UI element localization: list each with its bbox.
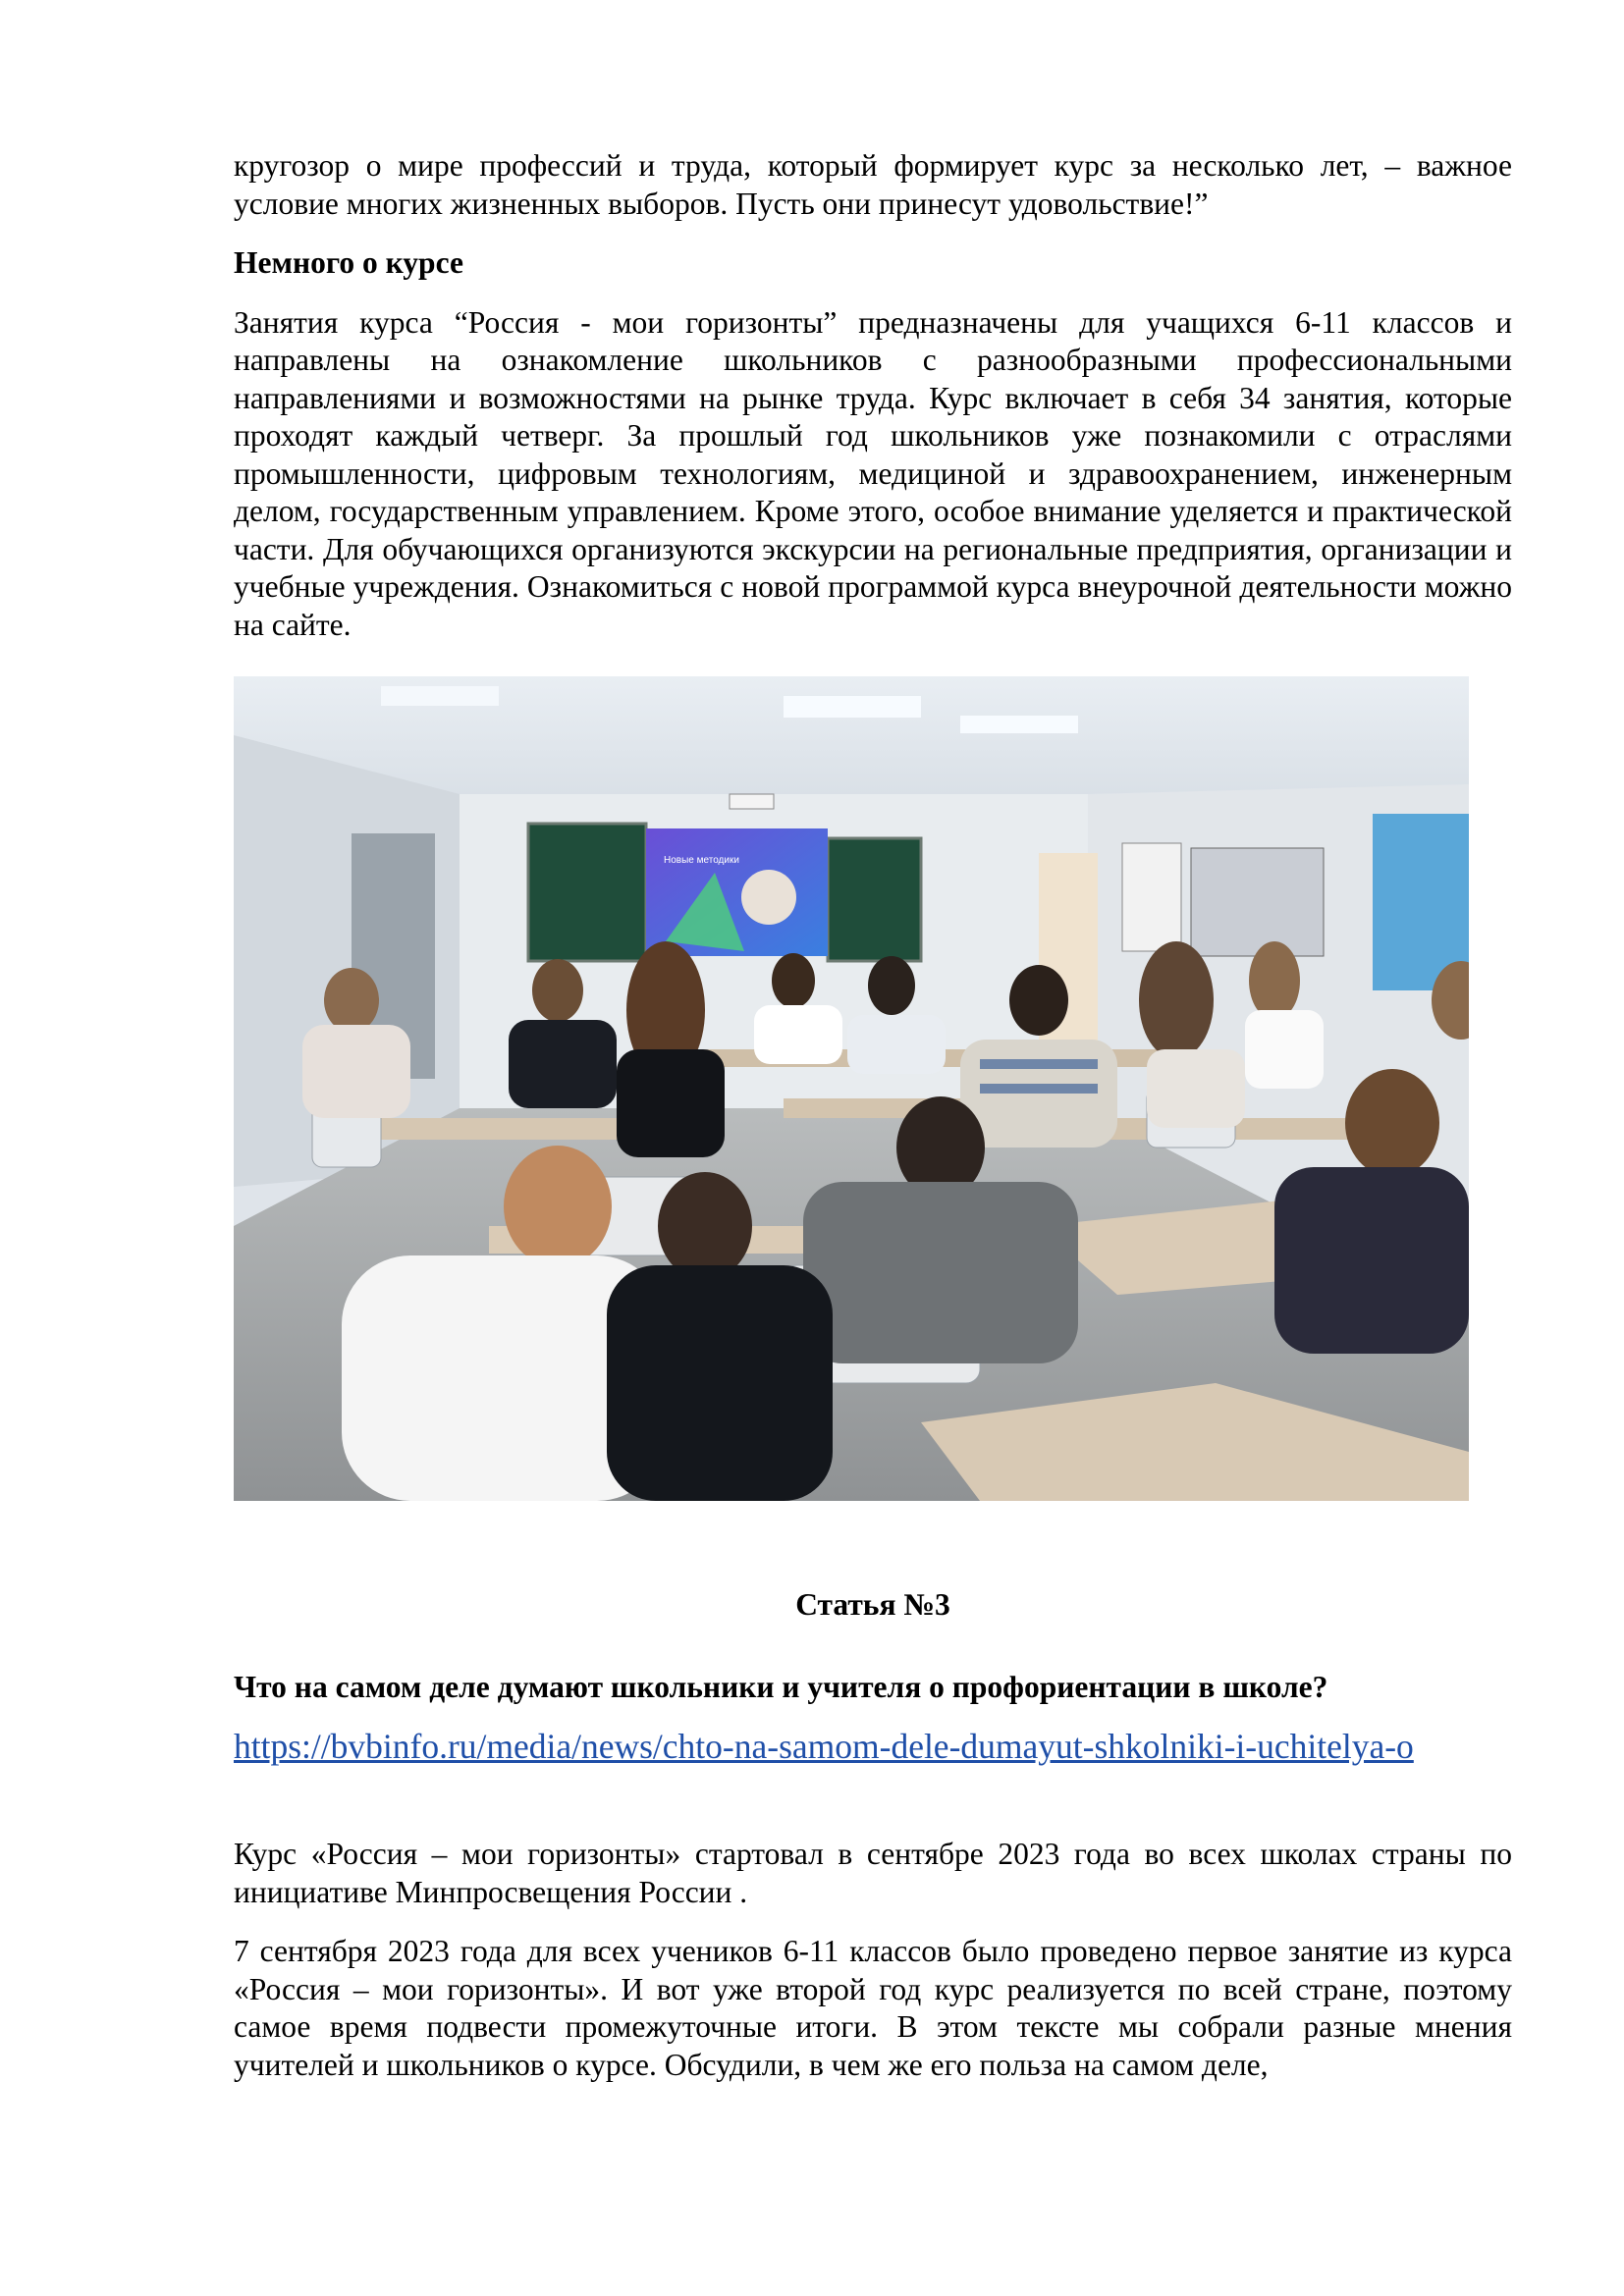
article-paragraph-1: Курс «Россия – мои горизонты» стартовал в сентябре 2023 года во всех школах страны по инициативе Минпросвещения России . <box>234 1837 1512 1909</box>
page-content <box>234 147 1512 644</box>
article-link[interactable]: https://bvbinfo.ru/media/news/chto-na-samom-dele-dumayut-shkolniki-i-uchitelya-o <box>234 1727 1414 1766</box>
article-number: Статья №3 <box>795 1587 950 1622</box>
section-heading: Немного о курсе <box>234 245 463 280</box>
classroom-photo <box>234 676 1469 1501</box>
screen-text: Новые методики <box>664 855 739 866</box>
article-title: Что на самом деле думают школьники и учителя о профориентации в школе? <box>234 1670 1328 1704</box>
intro-paragraph: кругозор о мире профессий и труда, который формирует курс за несколько лет, – важное условие многих жизненных выборов. Пусть они принесут удовольствие!” <box>234 148 1512 221</box>
article-paragraph-2: 7 сентября 2023 года для всех учеников 6-11 классов было проведено первое занятие из курса «Россия – мои горизонты». И вот уже второй год курс реализуется по всей стране, поэтому самое время подвести промежуточные итоги. В этом тексте мы собрали разные мнения учителей и школьников о курсе. Обсудили, в чем же его польза на самом деле, <box>234 1934 1512 2082</box>
course-paragraph: Занятия курса “Россия - мои горизонты” предназначены для учащихся 6-11 классов и направлены на ознакомление школьников с разнообразными профессиональными направлениями и возможностями на рынке труда. Курс включает в себя 34 занятия, которые проходят каждый четверг. За прошлый год школьников уже познакомили с отраслями промышленности, цифровым технологиям, медициной и здравоохранением, инженерным делом, государственным управлением. Кроме этого, особое внимание уделяется и практической части. Для обучающихся организуются экскурсии на региональные предприятия, организации и учебные учреждения. Ознакомиться с новой программой курса внеурочной деятельности можно на сайте. <box>234 304 1512 642</box>
